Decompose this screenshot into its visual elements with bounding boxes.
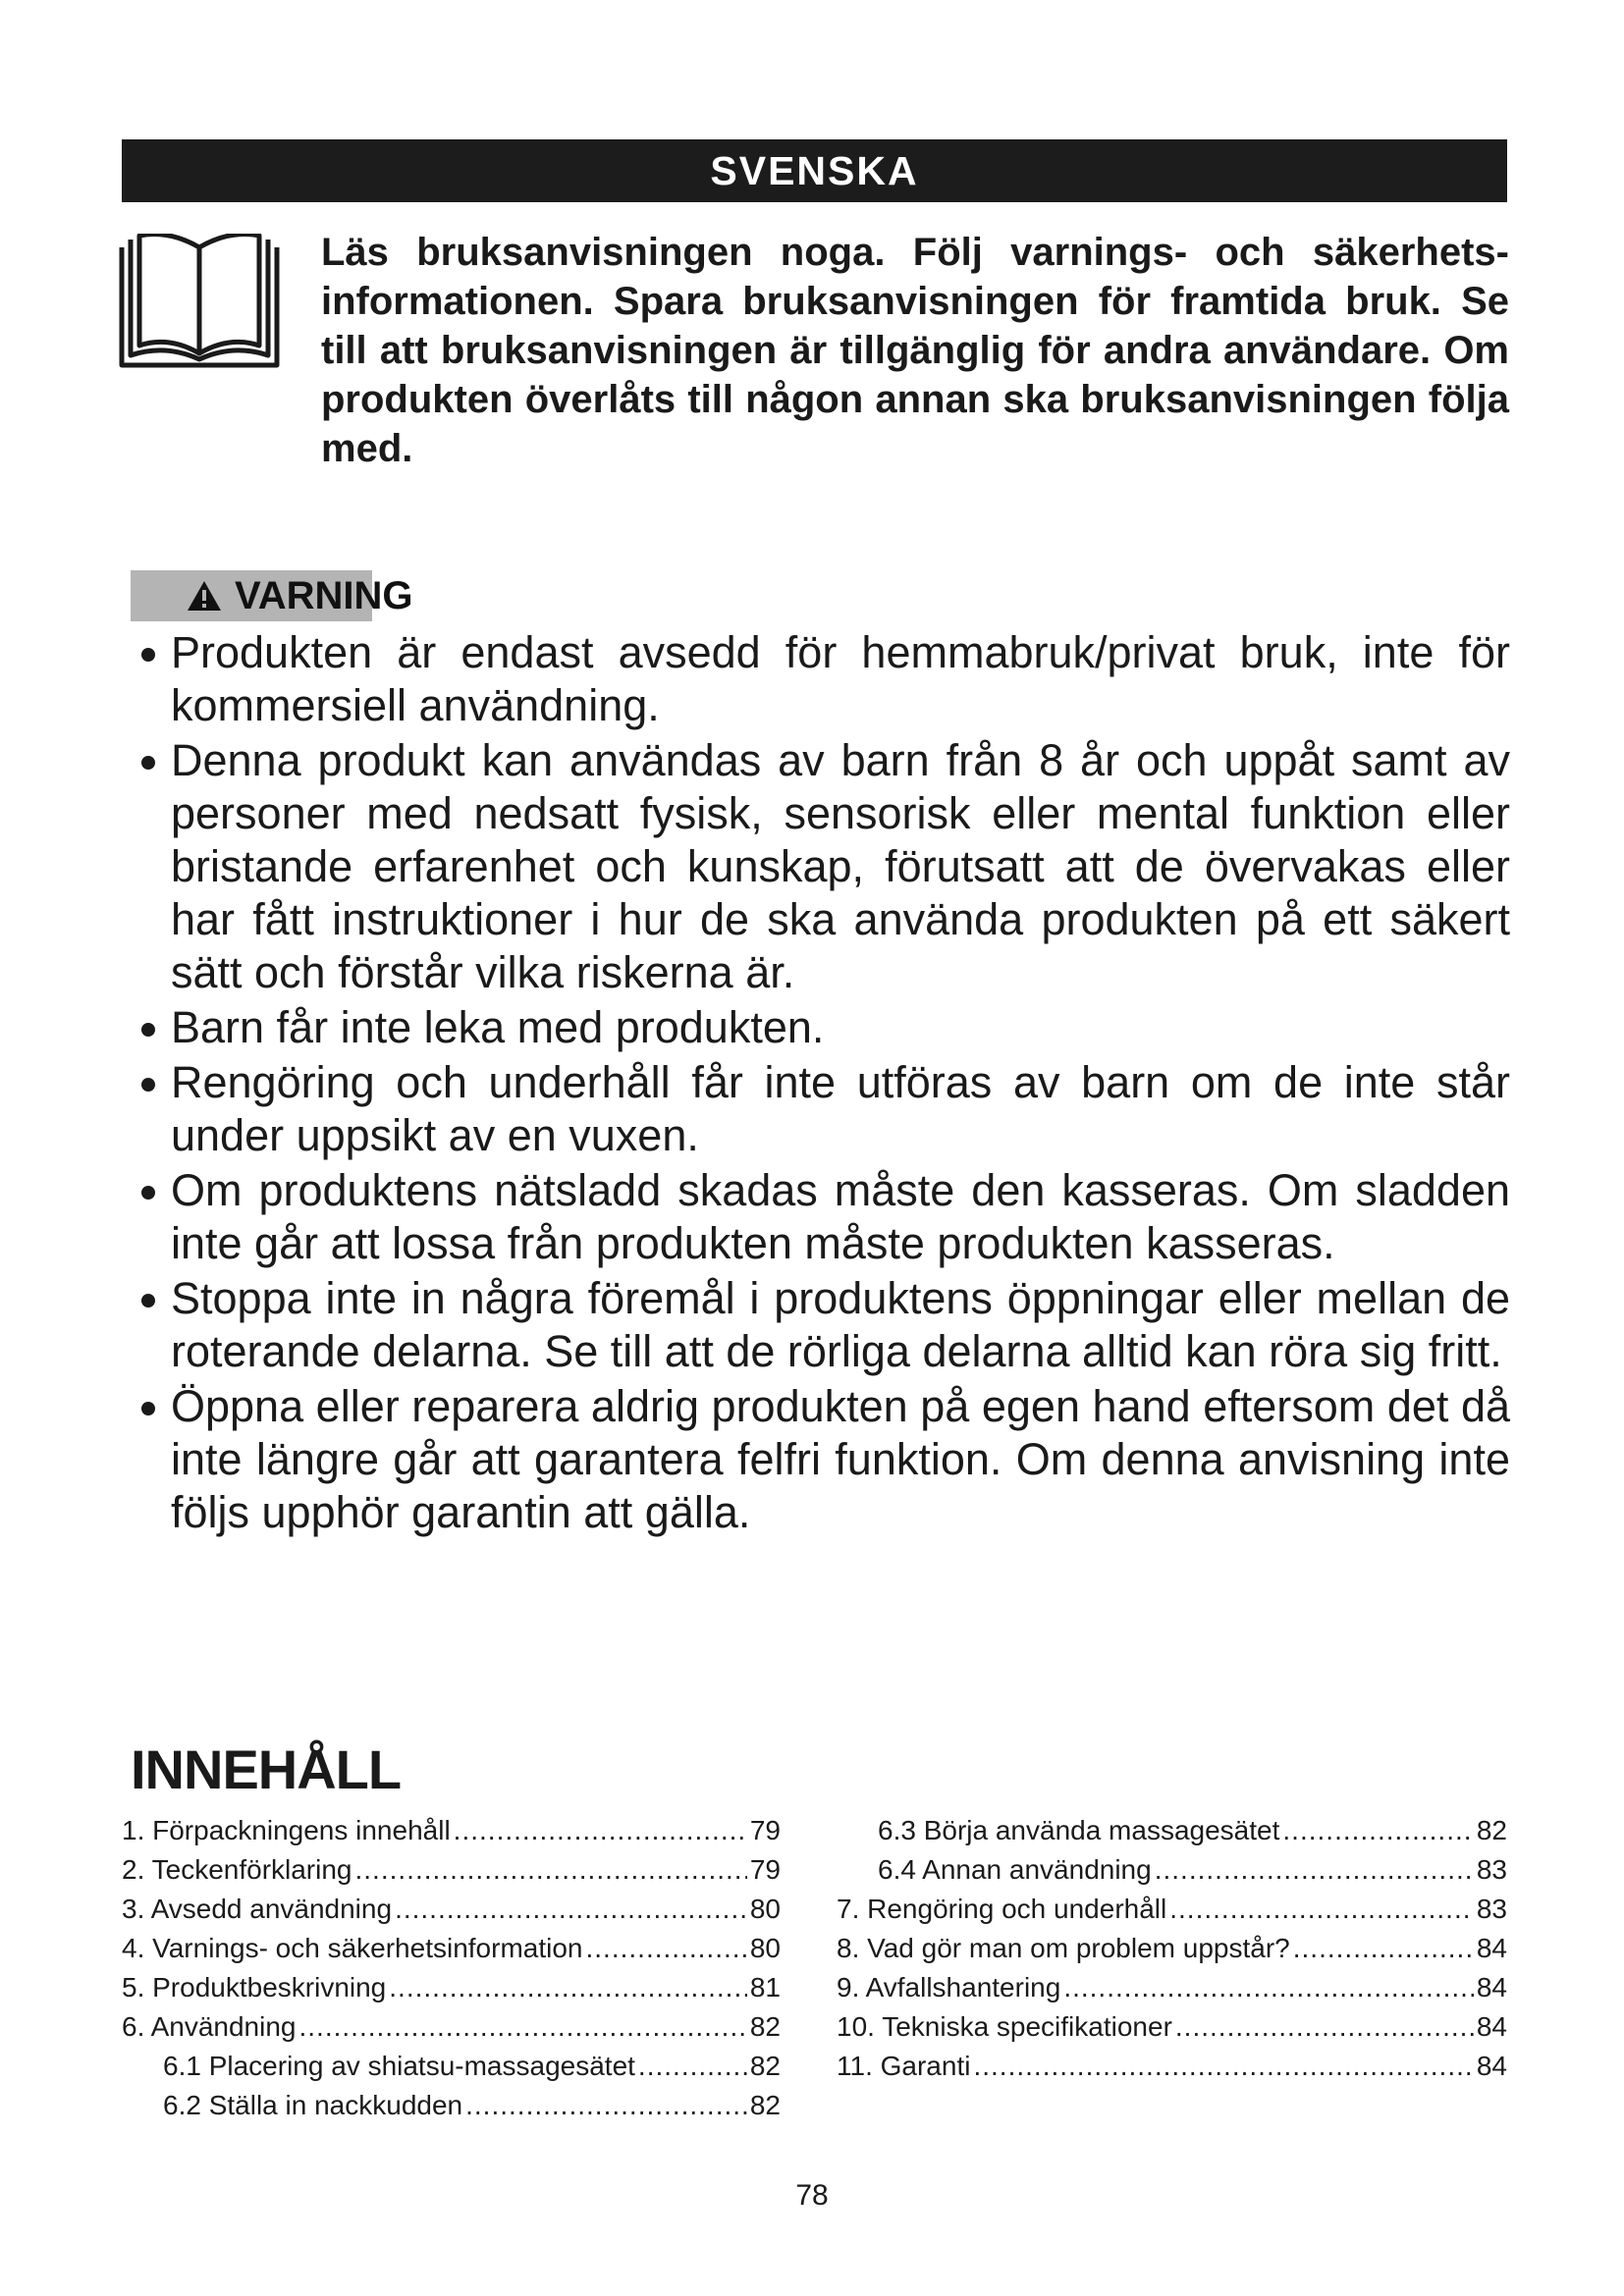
warning-item <box>126 1001 1510 1054</box>
toc-entry[interactable] <box>837 1968 1507 2007</box>
toc-subentry[interactable] <box>122 2047 781 2086</box>
toc-leader-dots <box>1282 1811 1473 1850</box>
bullet-icon <box>141 1402 155 1415</box>
toc-entry-page: 79 <box>749 1815 781 1845</box>
toc-leader-dots <box>299 2007 747 2047</box>
toc-entry-label: 11. Garanti <box>837 2051 971 2081</box>
toc-entry[interactable] <box>122 1929 781 1968</box>
toc-leader-dots <box>1169 1890 1474 1929</box>
toc-entry[interactable] <box>122 1811 781 1850</box>
toc-subentry[interactable] <box>837 1811 1507 1850</box>
bullet-icon <box>141 1186 155 1200</box>
toc-entry-label: 1. Förpackningens innehåll <box>122 1815 451 1845</box>
warning-item <box>126 1272 1510 1378</box>
warning-item-text: Barn får inte leka med produkten. <box>171 1002 825 1052</box>
toc-leader-dots <box>638 2047 747 2086</box>
toc-entry[interactable] <box>837 2007 1507 2047</box>
toc-leader-dots <box>1293 1929 1474 1968</box>
toc-entry-page: 84 <box>1476 2011 1507 2042</box>
page-number: 78 <box>795 2179 829 2212</box>
toc-entry-label: 6.4 Annan användning <box>878 1854 1152 1885</box>
toc-leader-dots <box>454 1811 747 1850</box>
warning-item-text: Denna produkt kan användas av barn från 8 år och uppåt samt av personer med nedsatt fysisk, sensorisk eller mental funktion eller bristande erfarenhet och kunskap, förutsatt att de övervakas eller har fått instruktioner i hur de ska använda produkten på ett säkert sätt och förstår vilka riskerna är. <box>171 735 1510 997</box>
bullet-icon <box>141 756 155 770</box>
toc-leader-dots <box>586 1929 747 1968</box>
toc-entry-label: 7. Rengöring och underhåll <box>837 1894 1167 1924</box>
toc-entry-label: 6.1 Placering av shiatsu-massagesätet <box>163 2051 635 2081</box>
toc-entry-page: 82 <box>749 2051 781 2081</box>
toc-entry-page: 80 <box>749 1933 781 1963</box>
toc-entry-page: 84 <box>1476 1972 1507 2002</box>
warning-item <box>126 1380 1510 1539</box>
toc-entry[interactable] <box>837 1929 1507 1968</box>
toc-title: INNEHÅLL <box>131 1738 402 1800</box>
warning-item-text: Produkten är endast avsedd för hemmabruk/privat bruk, inte för kommersiell användning. <box>171 627 1510 730</box>
bullet-icon <box>141 1023 155 1037</box>
toc-leader-dots <box>389 1968 747 2007</box>
warning-item-text: Öppna eller reparera aldrig produkten på egen hand eftersom det då inte längre går att garantera felfri funktion. Om denna anvisning inte följs upphör garantin att gälla. <box>171 1381 1510 1537</box>
bullet-icon <box>141 648 155 662</box>
toc-subentry[interactable] <box>837 1850 1507 1890</box>
warning-item-text: Om produktens nätsladd skadas måste den kasseras. Om sladden inte går att lossa från produkten måste produkten kasseras. <box>171 1165 1510 1268</box>
toc-entry-page: 83 <box>1476 1854 1507 1885</box>
toc-entry[interactable] <box>122 1850 781 1890</box>
warning-heading <box>131 570 412 621</box>
language-header-bar <box>122 139 1507 202</box>
warning-item <box>126 626 1510 732</box>
warning-item <box>126 1056 1510 1162</box>
warning-triangle-icon <box>186 579 223 613</box>
toc-entry-page: 79 <box>749 1854 781 1885</box>
toc-leader-dots <box>1155 1850 1474 1890</box>
toc-leader-dots <box>1175 2007 1474 2047</box>
toc-entry-label: 6.3 Börja använda massagesätet <box>878 1815 1280 1845</box>
toc-entry-label: 5. Produktbeskrivning <box>122 1972 387 2002</box>
toc-entry[interactable] <box>122 1968 781 2007</box>
warning-item-text: Rengöring och underhåll får inte utföras av barn om de inte står under uppsikt av en vuxen. <box>171 1057 1510 1160</box>
toc-leader-dots <box>395 1890 747 1929</box>
warning-item <box>126 734 1510 999</box>
toc-entry-page: 80 <box>749 1894 781 1924</box>
toc-left-column <box>122 1811 781 2125</box>
toc-entry[interactable] <box>122 1890 781 1929</box>
toc-entry-label: 10. Tekniska specifikationer <box>837 2011 1172 2042</box>
toc-entry[interactable] <box>837 1890 1507 1929</box>
toc-entry-label: 3. Avsedd användning <box>122 1894 393 1924</box>
toc-subentry[interactable] <box>122 2086 781 2125</box>
toc-leader-dots <box>465 2086 747 2125</box>
warning-list <box>126 626 1510 1541</box>
toc-entry-label: 2. Teckenförklaring <box>122 1854 352 1885</box>
toc-entry[interactable] <box>837 2047 1507 2086</box>
bullet-icon <box>141 1294 155 1308</box>
toc-entry-page: 82 <box>749 2090 781 2120</box>
toc-entry-label: 6.2 Ställa in nackkudden <box>163 2090 463 2120</box>
toc-entry-page: 82 <box>1476 1815 1507 1845</box>
toc-entry-page: 81 <box>749 1972 781 2002</box>
toc-entry-page: 82 <box>749 2011 781 2042</box>
warning-title: VARNING <box>235 573 413 617</box>
toc-entry-label: 8. Vad gör man om problem uppstår? <box>837 1933 1290 1963</box>
bullet-icon <box>141 1078 155 1092</box>
toc-entry-page: 83 <box>1476 1894 1507 1924</box>
toc-entry-label: 4. Varnings- och säkerhetsinformation <box>122 1933 583 1963</box>
toc-right-column <box>837 1811 1507 2086</box>
warning-item-text: Stoppa inte in några föremål i produktens öppningar eller mellan de roterande delarna. Se till att de rörliga delarna alltid kan röra sig fritt. <box>171 1273 1510 1376</box>
toc-entry-page: 84 <box>1476 2051 1507 2081</box>
toc-entry-page: 84 <box>1476 1933 1507 1963</box>
warning-item <box>126 1164 1510 1270</box>
toc-leader-dots <box>973 2047 1473 2086</box>
toc-entry[interactable] <box>122 2007 781 2047</box>
toc-leader-dots <box>1063 1968 1474 2007</box>
toc-leader-dots <box>355 1850 747 1890</box>
open-book-icon <box>118 234 281 371</box>
toc-entry-label: 6. Användning <box>122 2011 297 2042</box>
intro-text: Läs bruksanvisningen noga. Följ varnings- och säkerhets-informationen. Spara bruksanvisningen för framtida bruk. Se till att bruksanvisningen är tillgänglig för andra användare. Om produkten överlåts till någon annan ska bruksanvisningen följa med. <box>321 231 1509 470</box>
toc-entry-label: 9. Avfallshantering <box>837 1972 1061 2002</box>
language-title: SVENSKA <box>710 147 919 193</box>
